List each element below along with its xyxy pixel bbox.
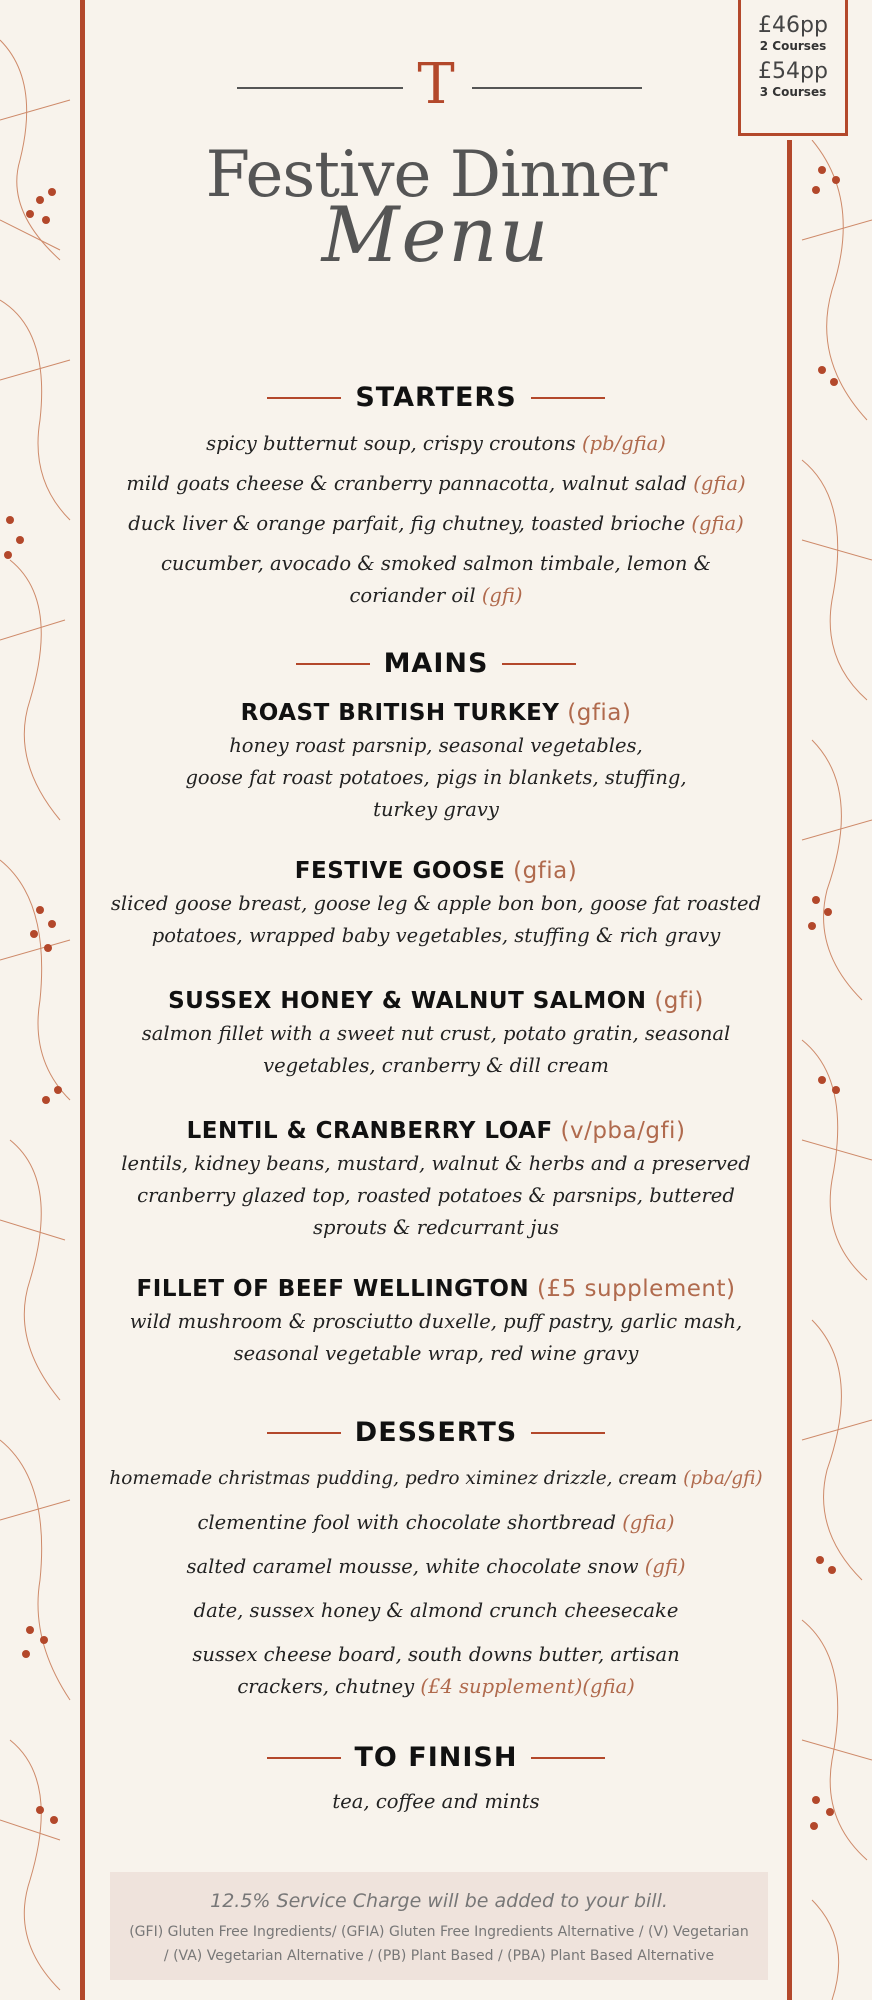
three-course-label: 3 Courses — [759, 85, 827, 99]
service-charge-note: 12.5% Service Charge will be added to your bill. — [210, 1890, 668, 1912]
left-border-line — [80, 0, 85, 2000]
menu-item: clementine fool with chocolate shortbread (gfia) — [197, 1511, 675, 1534]
menu-item: homemade christmas pudding, pedro ximinez drizzle, cream (pba/gfi) — [109, 1468, 763, 1489]
desserts-section — [96, 1415, 776, 1703]
menu-item: spicy butternut soup, crispy croutons (pb/gfia) — [206, 432, 666, 455]
two-course-label: 2 Courses — [759, 39, 827, 53]
finish-heading: TO FINISH — [354, 1742, 518, 1773]
dietary-legend: (GFI) Gluten Free Ingredients/ (GFIA) Gluten Free Ingredients Alternative / (V) Vegetarian / (VA) Vegetarian Alternative / (PB) Plant Based / (PBA) Plant Based Alternative — [129, 1924, 749, 1964]
right-border-line — [787, 140, 792, 2000]
finish-section — [96, 1740, 776, 1818]
menu-item: date, sussex honey & almond crunch cheesecake — [193, 1599, 679, 1622]
mains-section — [96, 646, 776, 1370]
section-heading — [96, 1415, 776, 1451]
starters-heading: STARTERS — [355, 382, 517, 413]
section-heading — [96, 1740, 776, 1776]
floral-border-right — [792, 140, 872, 2000]
monogram-logo: T — [417, 52, 455, 117]
section-heading — [96, 646, 776, 682]
menu-item: mild goats cheese & cranberry pannacotta, walnut salad (gfia) — [126, 472, 746, 495]
section-heading — [96, 380, 776, 416]
main-dish: LENTIL & CRANBERRY LOAF (v/pba/gfi) lentils, kidney beans, mustard, walnut & herbs and a preserved cranberry glazed top, roasted potatoes & parsnips, buttered sprouts & redcurrant jus — [121, 1118, 751, 1239]
floral-border-left — [0, 0, 80, 2000]
starters-section — [96, 380, 776, 612]
main-dish: ROAST BRITISH TURKEY (gfia) honey roast parsnip, seasonal vegetables, goose fat roast potatoes, pigs in blankets, stuffing, turkey gravy — [185, 700, 687, 821]
desserts-heading: DESSERTS — [354, 1417, 518, 1448]
main-dish: SUSSEX HONEY & WALNUT SALMON (gfi) salmon fillet with a sweet nut crust, potato gratin, seasonal vegetables, cranberry & dill cream — [141, 988, 731, 1077]
three-course-price: £54pp — [758, 59, 828, 84]
menu-item: salted caramel mousse, white chocolate snow (gfi) — [186, 1555, 686, 1578]
menu-item: cucumber, avocado & smoked salmon timbale, lemon & coriander oil (gfi) — [160, 552, 712, 607]
main-dish: FILLET OF BEEF WELLINGTON (£5 supplement) wild mushroom & prosciutto duxelle, puff pastry, garlic mash, seasonal vegetable wrap, red wine gravy — [129, 1276, 743, 1365]
mains-heading: MAINS — [383, 648, 489, 679]
two-course-price: £46pp — [758, 13, 828, 38]
footer-notice — [110, 1872, 768, 1980]
menu-script-title: Menu — [321, 190, 551, 279]
menu-title: Festive Dinner — [205, 138, 667, 212]
menu-item: duck liver & orange parfait, fig chutney, toasted brioche (gfia) — [128, 512, 744, 535]
menu-item: tea, coffee and mints — [332, 1790, 540, 1813]
main-dish: FESTIVE GOOSE (gfia) sliced goose breast, goose leg & apple bon bon, goose fat roasted potatoes, wrapped baby vegetables, stuffing & rich gravy — [110, 858, 762, 947]
menu-item: sussex cheese board, south downs butter, artisan crackers, chutney (£4 supplement)(gfia) — [192, 1643, 680, 1698]
